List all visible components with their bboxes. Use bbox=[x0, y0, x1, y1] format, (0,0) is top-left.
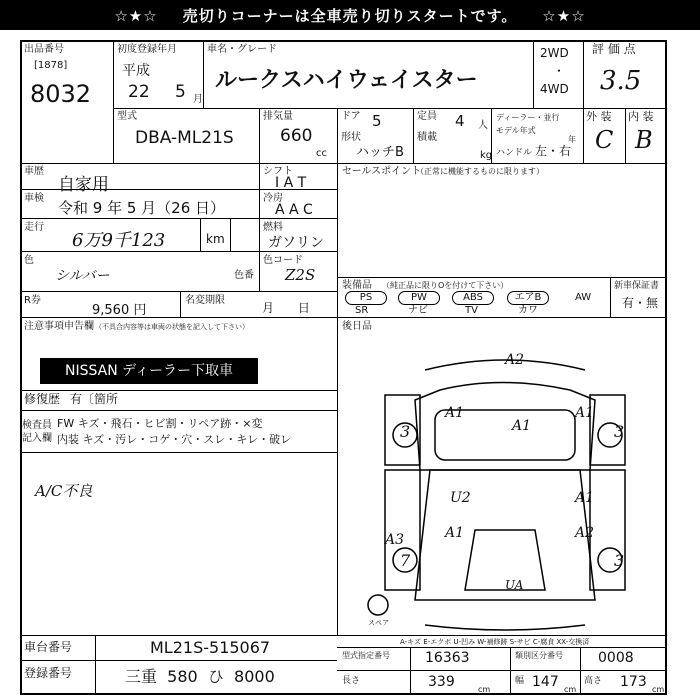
reg-month: 5 bbox=[175, 82, 186, 102]
load-label: 積載 bbox=[417, 132, 437, 143]
rear-item-label: 後日品 bbox=[342, 321, 372, 332]
doors-value: 5 bbox=[372, 112, 382, 130]
width-unit: cm bbox=[564, 685, 577, 694]
category-value: 0008 bbox=[598, 650, 634, 666]
length-value: 339 bbox=[428, 674, 455, 690]
divider bbox=[20, 390, 337, 391]
color-no-label: 色番 bbox=[234, 270, 254, 281]
sales-point-label: セールスポイント bbox=[342, 166, 422, 177]
divider bbox=[580, 647, 581, 695]
mark-a1-hood: A1 bbox=[512, 418, 532, 434]
inspector-label-2: 記入欄 bbox=[22, 433, 52, 444]
divider bbox=[259, 163, 260, 291]
capacity-value: 4 bbox=[455, 112, 465, 130]
divider bbox=[337, 108, 338, 163]
divider bbox=[610, 277, 611, 317]
displacement-label: 排気量 bbox=[263, 111, 293, 122]
mark-a2-right-rear: A2 bbox=[575, 525, 595, 541]
spare-label: スペア bbox=[368, 619, 389, 627]
title-change-label: 名変期限 bbox=[185, 295, 225, 306]
equip-pw: PW bbox=[398, 291, 440, 305]
equip-abs: ABS bbox=[452, 291, 494, 305]
divider bbox=[625, 108, 626, 163]
ac-value: A A C bbox=[275, 202, 313, 218]
mileage-label: 走行 bbox=[24, 222, 44, 233]
divider bbox=[180, 291, 181, 317]
mark-ua-rear: UA bbox=[505, 578, 524, 592]
width-label: 幅 bbox=[515, 676, 525, 686]
diagram-spare-tire bbox=[368, 595, 388, 615]
inspection-value: 令和 9 年 5 月（26 日） bbox=[58, 199, 226, 217]
type-cert-value: 16363 bbox=[425, 650, 470, 666]
lot-number: 8032 bbox=[30, 80, 92, 108]
mark-a3-left: A3 bbox=[385, 532, 405, 548]
shape-value: ハッチB bbox=[356, 145, 404, 160]
exterior-label: 外 装 bbox=[586, 110, 612, 123]
divider bbox=[20, 317, 337, 318]
divider bbox=[20, 635, 667, 636]
color-label: 色 bbox=[24, 255, 34, 266]
lot-label: 出品番号 bbox=[24, 44, 64, 55]
mark-7-left-rear-wheel: 7 bbox=[400, 551, 411, 570]
diagram-roof bbox=[415, 383, 595, 471]
lot-sub: [1878] bbox=[34, 60, 68, 71]
year-unit: 年 bbox=[568, 135, 576, 144]
exterior-grade: C bbox=[595, 126, 614, 154]
handle-value: 左・右 bbox=[535, 144, 572, 158]
model-label: 型式 bbox=[117, 111, 137, 122]
equip-navi: ナビ bbox=[408, 305, 428, 316]
divider bbox=[337, 277, 667, 278]
mark-a1-left-rear: A1 bbox=[445, 525, 465, 541]
shape-label: 形状 bbox=[341, 132, 361, 143]
divider bbox=[230, 218, 231, 251]
divider bbox=[200, 218, 201, 251]
divider bbox=[533, 40, 534, 108]
divider bbox=[95, 635, 96, 695]
history-value: 自家用 bbox=[58, 175, 109, 195]
type-cert-label: 型式指定番号 bbox=[342, 651, 390, 660]
mileage-unit: km bbox=[206, 232, 225, 246]
score-label: 評 価 点 bbox=[592, 42, 636, 56]
height-value: 173 bbox=[620, 674, 647, 690]
divider bbox=[337, 163, 338, 635]
displacement-unit: cc bbox=[316, 148, 327, 159]
banner-text bbox=[0, 5, 700, 26]
color-code-label: 色コード bbox=[263, 255, 303, 266]
reg-era: 平成 bbox=[122, 63, 150, 79]
inspector-note: A/C不良 bbox=[35, 482, 93, 500]
divider bbox=[413, 108, 414, 163]
displacement-value: 660 bbox=[280, 126, 313, 146]
banner-stars-left: ☆★☆ bbox=[114, 7, 158, 25]
reg-label: 初度登録年月 bbox=[117, 44, 177, 55]
recycle-label: R券 bbox=[24, 295, 41, 306]
fuel-value: ガソリン bbox=[268, 235, 324, 251]
color-value: シルバー bbox=[55, 268, 110, 284]
mark-3-left-front-wheel: 3 bbox=[400, 422, 411, 441]
height-label: 高さ bbox=[584, 676, 603, 686]
divider bbox=[337, 670, 667, 671]
reg-no-label: 登録番号 bbox=[24, 666, 73, 680]
shift-label: シフト bbox=[263, 166, 293, 177]
name-label: 車名・グレード bbox=[207, 44, 277, 55]
divider bbox=[20, 452, 337, 453]
divider bbox=[20, 410, 337, 411]
divider bbox=[20, 291, 337, 292]
capacity-unit: 人 bbox=[478, 120, 488, 131]
car-damage-diagram bbox=[340, 340, 660, 635]
capacity-label: 定員 bbox=[417, 111, 437, 122]
banner-stars-right: ☆★☆ bbox=[542, 7, 586, 25]
model-year-label: モデル年式 bbox=[496, 126, 536, 135]
divider bbox=[20, 163, 667, 164]
repair-label: 修復歴 bbox=[24, 392, 61, 406]
diagram-rear-bumper bbox=[425, 625, 585, 630]
mark-u2-left: U2 bbox=[450, 490, 471, 506]
inspector-row-1: FW キズ・飛石・ヒビ割・リペア跡・×変 bbox=[57, 417, 263, 430]
handle-label: ハンドル bbox=[496, 148, 533, 158]
length-unit: cm bbox=[478, 685, 491, 694]
equip-airbag: エアB bbox=[507, 291, 549, 305]
drive-4wd: 4WD bbox=[540, 82, 569, 96]
mark-a1-left-front: A1 bbox=[445, 405, 465, 421]
damage-legend: A-キズ E-エクボ U-凹み W-補修跡 S-サビ C-腐食 XX-交換済 bbox=[400, 638, 590, 646]
divider bbox=[410, 647, 411, 695]
notes-label: 注意事項申告欄 bbox=[24, 321, 94, 332]
mileage-value: 6万9千123 bbox=[72, 230, 166, 251]
shift-value: I A T bbox=[275, 175, 307, 191]
divider bbox=[510, 647, 511, 695]
divider bbox=[203, 40, 204, 108]
divider bbox=[113, 40, 114, 163]
drive-dot: ・ bbox=[553, 64, 566, 78]
warranty-value: 有・無 bbox=[622, 296, 659, 310]
sales-point-sub: （正常に機能するものに限ります） bbox=[416, 167, 544, 176]
reg-month-unit: 月 bbox=[193, 94, 203, 105]
divider bbox=[113, 108, 583, 109]
banner-message: 売切りコーナーは全車売り切りスタートです。 bbox=[182, 7, 518, 25]
drive-2wd: 2WD bbox=[540, 46, 569, 60]
mark-a1-right-front: A1 bbox=[575, 405, 595, 421]
fuel-label: 燃料 bbox=[263, 222, 283, 233]
mark-3-right-rear-wheel: 3 bbox=[614, 551, 625, 570]
divider bbox=[20, 660, 337, 661]
equip-sr: SR bbox=[355, 305, 369, 316]
recycle-value: 9,560 円 bbox=[92, 303, 147, 318]
dealer-label: ディーラー・並行 bbox=[496, 113, 560, 122]
divider bbox=[259, 108, 260, 163]
repair-value: 有〔箇所 bbox=[70, 392, 119, 406]
inspector-row-2: 内装 キズ・汚レ・コゲ・穴・スレ・キレ・破レ bbox=[57, 433, 292, 446]
notes-sub: （不具合内容等は車両の状態を記入して下さい） bbox=[95, 323, 249, 331]
interior-grade: B bbox=[635, 126, 653, 154]
history-label: 車歴 bbox=[24, 166, 44, 177]
warranty-label: 新車保証書 bbox=[614, 281, 660, 291]
title-change-tail: 月 日 bbox=[262, 301, 310, 315]
car-name: ルークスハイウェイスター bbox=[215, 67, 478, 93]
equip-aw: AW bbox=[575, 292, 592, 303]
top-banner bbox=[0, 0, 700, 30]
inspection-label: 車検 bbox=[24, 193, 44, 204]
inspector-label-1: 検査員 bbox=[22, 420, 52, 431]
divider bbox=[337, 317, 667, 318]
height-unit: cm bbox=[652, 685, 665, 694]
divider bbox=[20, 218, 337, 219]
equip-ps: PS bbox=[345, 291, 387, 305]
color-code-value: Z2S bbox=[285, 266, 316, 284]
equipment-label: 装備品 bbox=[342, 280, 372, 291]
mark-a2-front: A2 bbox=[505, 352, 525, 368]
mark-3-right-front-wheel: 3 bbox=[614, 422, 625, 441]
model-value: DBA-ML21S bbox=[135, 128, 234, 148]
divider bbox=[583, 40, 584, 163]
dealer-trade-in-banner: NISSAN ディーラー下取車 bbox=[40, 358, 258, 384]
score-value: 3.5 bbox=[600, 66, 642, 96]
reg-year: 22 bbox=[128, 82, 150, 102]
interior-label: 内 装 bbox=[628, 110, 654, 123]
equipment-sub: （純正品に限りOを付けて下さい） bbox=[382, 281, 509, 290]
category-label: 類別区分番号 bbox=[515, 651, 563, 660]
doors-label: ドア bbox=[341, 111, 361, 122]
divider bbox=[337, 647, 667, 648]
width-value: 147 bbox=[532, 674, 559, 690]
chassis-label: 車台番号 bbox=[24, 640, 73, 654]
length-label: 長さ bbox=[342, 676, 361, 686]
reg-no-value: 三重 580 ひ 8000 bbox=[125, 667, 275, 686]
equip-tv: TV bbox=[465, 305, 478, 316]
chassis-value: ML21S-515067 bbox=[150, 638, 271, 657]
load-unit: kg bbox=[480, 150, 493, 161]
equip-leather: カワ bbox=[518, 305, 538, 316]
mark-a1-right-door: A1 bbox=[575, 490, 595, 506]
ac-label: 冷房 bbox=[263, 193, 283, 204]
